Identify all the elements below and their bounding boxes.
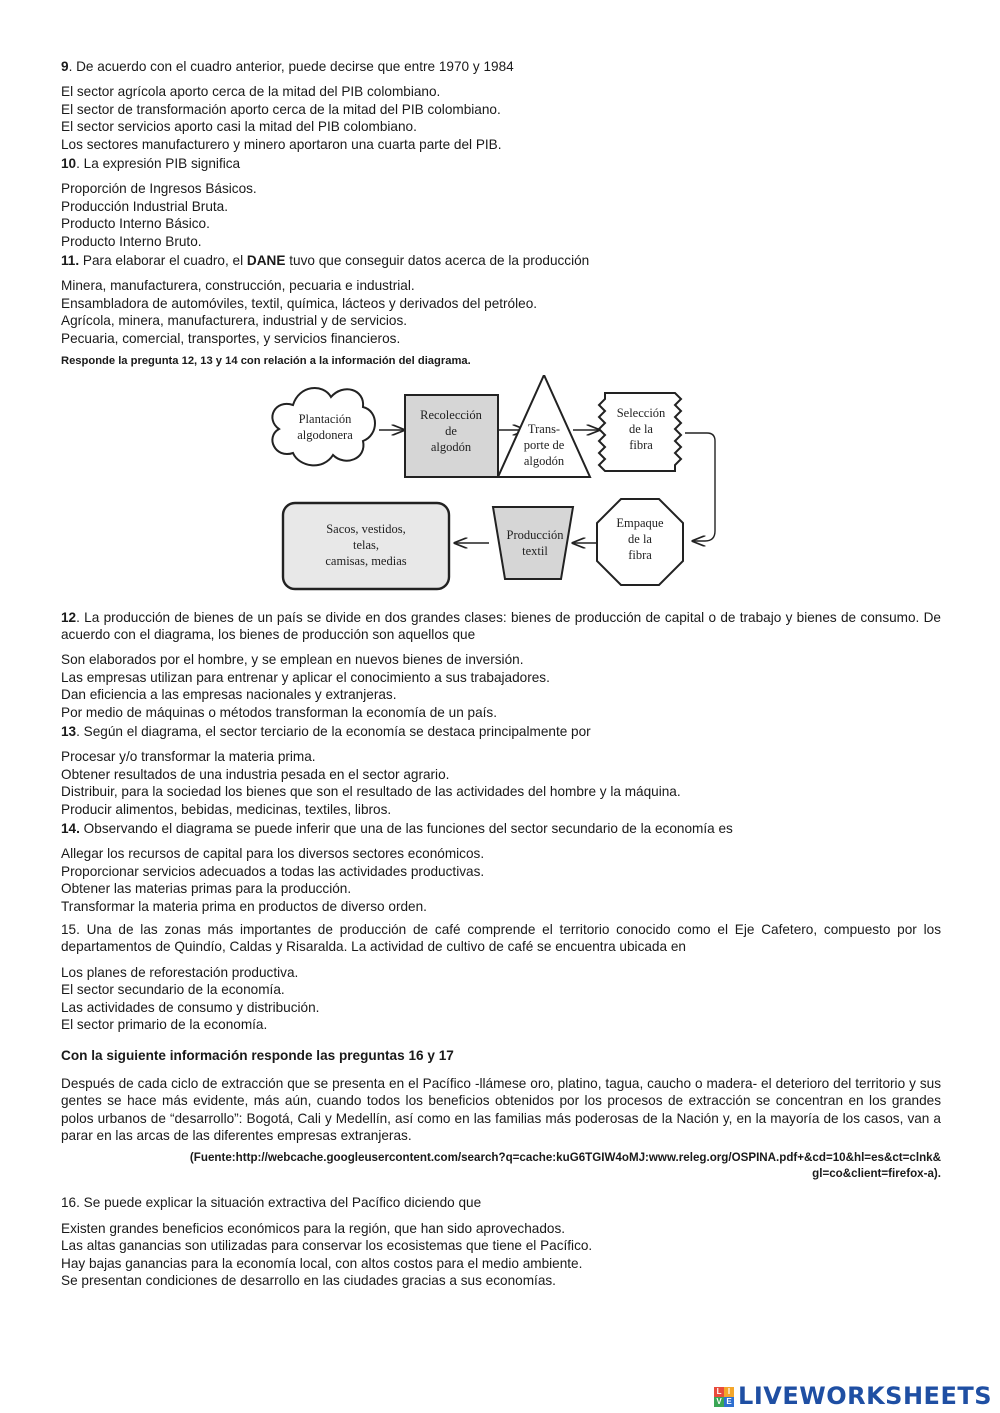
option-11c[interactable]: Agrícola, minera, manufacturera, industrial y de servicios. — [61, 313, 408, 329]
option-13d[interactable]: Producir alimentos, bebidas, medicinas, textiles, libros. — [61, 801, 392, 817]
empaque-line-2: de la — [628, 531, 652, 546]
seleccion-line-1: Selección — [616, 405, 666, 420]
node-productos — [283, 503, 449, 589]
node-seleccion — [599, 393, 681, 471]
question-10 — [61, 155, 941, 250]
option-12c[interactable]: Dan eficiencia a las empresas nacionales y extranjeras. — [61, 687, 397, 703]
option-14a[interactable]: Allegar los recursos de capital para los diversos sectores económicos. — [61, 846, 485, 862]
option-9c[interactable]: El sector servicios aporto casi la mitad del PIB colombiano. — [61, 119, 417, 135]
question-14-options — [61, 845, 941, 915]
option-14d[interactable]: Transformar la materia prima en productos de diverso orden. — [61, 898, 427, 914]
recoleccion-line-2: de — [445, 423, 457, 438]
question-11-prompt: 11. Para elaborar el cuadro, el DANE tuvo que conseguir datos acerca de la producción — [61, 253, 590, 269]
option-16b[interactable]: Las altas ganancias son utilizadas para conservar los ecosistemas que tiene el Pacífico. — [61, 1238, 593, 1254]
option-9d[interactable]: Los sectores manufacturero y minero aportaron una cuarta parte del PIB. — [61, 136, 502, 152]
recoleccion-line-1: Recolección — [420, 407, 482, 422]
option-13c[interactable]: Distribuir, para la sociedad los bienes que son el resultado de las actividades del hombre y la máquina. — [61, 784, 681, 800]
question-9 — [61, 58, 941, 153]
question-16 — [61, 1194, 941, 1289]
source-line-1: (Fuente:http://webcache.googleusercontent.com/search?q=cache:kuG6TGIW4oMJ:www.releg.org/OSPINA.pdf+&cd=10&hl=es&ct=clnk& — [189, 1151, 941, 1165]
question-11 — [61, 252, 941, 347]
logo-mark-e: E — [724, 1397, 734, 1407]
option-12d[interactable]: Por medio de máquinas o métodos transforman la economía de un país. — [61, 704, 498, 720]
plantacion-line-1: Plantación — [298, 411, 352, 426]
seleccion-line-2: de la — [629, 421, 653, 436]
question-9-options — [61, 83, 941, 153]
question-11-options — [61, 277, 941, 347]
option-16a[interactable]: Existen grandes beneficios económicos para la región, que han sido aprovechados. — [61, 1220, 566, 1236]
plantacion-line-2: algodonera — [297, 427, 353, 442]
seleccion-line-3: fibra — [629, 437, 653, 452]
option-11d[interactable]: Pecuaria, comercial, transportes, y servicios financieros. — [61, 330, 401, 346]
option-10b[interactable]: Producción Industrial Bruta. — [61, 198, 228, 214]
option-11a[interactable]: Minera, manufacturera, construcción, pecuaria e industrial. — [61, 278, 415, 294]
node-empaque — [597, 499, 683, 585]
option-12b[interactable]: Las empresas utilizan para entrenar y aplicar el conocimiento a sus trabajadores. — [61, 669, 550, 685]
logo-mark-l: L — [714, 1387, 724, 1397]
option-14c[interactable]: Obtener las materias primas para la producción. — [61, 881, 352, 897]
transporte-line-1: Trans- — [527, 421, 561, 436]
node-plantacion — [272, 387, 375, 464]
logo-mark-v: V — [714, 1397, 724, 1407]
cotton-process-diagram — [61, 375, 941, 601]
question-12-prompt: 12. La producción de bienes de un país se divide en dos grandes clases: bienes de producción de capital o de trabajo y bienes de consumo. De acuerdo con el diagrama, los bienes de producción son aquellos que — [61, 609, 941, 642]
option-15a[interactable]: Los planes de reforestación productiva. — [61, 964, 299, 980]
question-13-prompt: 13. Según el diagrama, el sector terciario de la economía se destaca principalmente por — [61, 723, 591, 739]
transporte-line-2: porte de — [523, 437, 565, 452]
option-13a[interactable]: Procesar y/o transformar la materia prima. — [61, 749, 316, 765]
option-15c[interactable]: Las actividades de consumo y distribución. — [61, 999, 320, 1015]
liveworksheets-logo-icon — [714, 1387, 734, 1407]
recoleccion-line-3: algodón — [430, 439, 472, 454]
question-12 — [61, 609, 941, 721]
option-12a[interactable]: Son elaborados por el hombre, y se emplean en nuevos bienes de inversión. — [61, 652, 524, 668]
option-15b[interactable]: El sector secundario de la economía. — [61, 982, 285, 998]
transporte-line-3: algodón — [523, 453, 565, 468]
option-9b[interactable]: El sector de transformación aporto cerca de la mitad del PIB colombiano. — [61, 101, 501, 117]
source-citation — [61, 1150, 941, 1182]
produccion-parallelogram — [493, 507, 573, 579]
question-10-options — [61, 180, 941, 250]
productos-line-1: Sacos, vestidos, — [326, 521, 406, 536]
node-produccion — [493, 507, 573, 579]
question-15-prompt: 15. Una de las zonas más importantes de producción de café comprende el territorio conocido como el Eje Cafetero, compuesto por los departamentos de Quindío, Caldas y Risaralda. La actividad de cultivo de café se encuentra ubicada en — [61, 922, 941, 955]
question-9-prompt: 9. De acuerdo con el cuadro anterior, puede decirse que entre 1970 y 1984 — [61, 59, 514, 74]
question-16-options — [61, 1220, 941, 1290]
produccion-line-2: textil — [522, 543, 548, 558]
instruction-12-14: Responde la pregunta 12, 13 y 14 con relación a la información del diagrama. — [61, 355, 471, 368]
question-10-prompt: 10. La expresión PIB significa — [61, 156, 241, 172]
option-9a[interactable]: El sector agrícola aporto cerca de la mitad del PIB colombiano. — [61, 84, 441, 100]
option-16d[interactable]: Se presentan condiciones de desarrollo en las ciudades gracias a sus economías. — [61, 1273, 556, 1289]
option-10a[interactable]: Proporción de Ingresos Básicos. — [61, 181, 257, 197]
node-transporte — [498, 375, 590, 477]
question-16-prompt: 16. Se puede explicar la situación extractiva del Pacífico diciendo que — [61, 1195, 482, 1211]
option-13b[interactable]: Obtener resultados de una industria pesada en el sector agrario. — [61, 766, 450, 782]
question-15 — [61, 921, 941, 1033]
arrow-seleccion-empaque — [685, 433, 715, 541]
productos-line-2: telas, — [352, 537, 380, 552]
reading-passage: Después de cada ciclo de extracción que se presenta en el Pacífico -llámese oro, platino, tagua, caucho o madera- el deterioro del territorio y sus gentes se hace más evidente, más aún, cuando todos los beneficios obtenidos por los procesos de extracción se concentran en los grandes polos urbanos de “desarrollo”: Bogotá, Cali y Medellín, así como en las familias más poderosas de la Nación y, en la mayoría de los casos, van a parar en las arcas de las diferentes empresas extranjeras. — [61, 1075, 941, 1144]
question-14-prompt: 14. Observando el diagrama se puede inferir que una de las funciones del sector secundario de la economía es — [61, 820, 733, 836]
option-16c[interactable]: Hay bajas ganancias para la economía local, con altos costos para el medio ambiente. — [61, 1255, 583, 1271]
question-12-options — [61, 651, 941, 721]
liveworksheets-wordmark: LIVEWORKSHEETS — [738, 1382, 992, 1411]
empaque-line-1: Empaque — [616, 515, 664, 530]
node-recoleccion — [405, 395, 498, 477]
option-10c[interactable]: Producto Interno Básico. — [61, 216, 210, 232]
option-10d[interactable]: Producto Interno Bruto. — [61, 233, 202, 249]
productos-line-3: camisas, medias — [325, 553, 407, 568]
question-14 — [61, 820, 941, 915]
question-13-options — [61, 748, 941, 818]
question-13 — [61, 723, 941, 818]
produccion-line-1: Producción — [506, 527, 564, 542]
question-15-options — [61, 964, 941, 1034]
cloud-shape — [272, 387, 375, 464]
logo-mark-i: I — [724, 1387, 734, 1397]
worksheet-page — [61, 58, 941, 1292]
option-11b[interactable]: Ensambladora de automóviles, textil, química, lácteos y derivados del petróleo. — [61, 295, 538, 311]
liveworksheets-logo[interactable] — [714, 1382, 992, 1411]
instruction-16-17: Con la siguiente información responde las preguntas 16 y 17 — [61, 1048, 454, 1064]
source-line-2: gl=co&client=firefox-a). — [812, 1167, 941, 1181]
empaque-line-3: fibra — [628, 547, 652, 562]
option-15d[interactable]: El sector primario de la economía. — [61, 1017, 268, 1033]
option-14b[interactable]: Proporcionar servicios adecuados a todas las actividades productivas. — [61, 863, 485, 879]
